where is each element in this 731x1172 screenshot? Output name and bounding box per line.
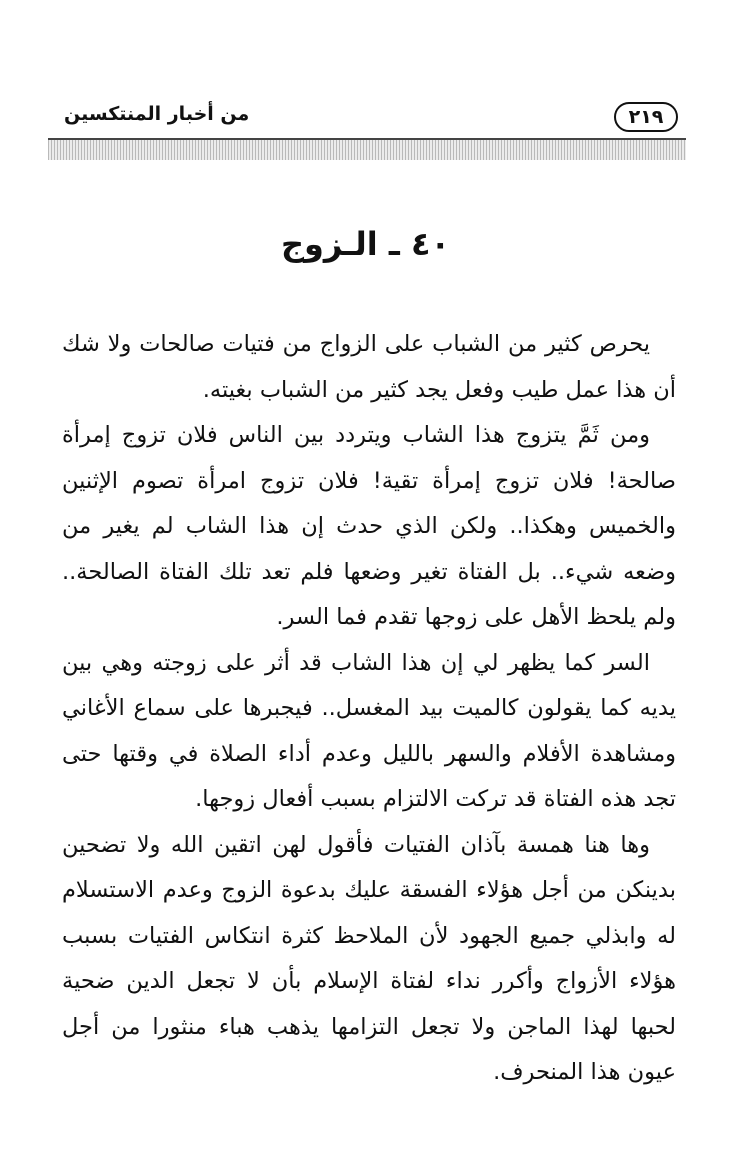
body-text <box>62 322 676 1096</box>
chapter-title: ٤٠ ـ الـزوج <box>280 225 451 263</box>
paragraph: وها هنا همسة بآذان الفتيات فأقول لهن اتقين الله ولا تضحين بدينكن من أجل هؤلاء الفسقة عليك بدعوة الزوج وعدم الاستسلام له وابذلي جميع الجهود لأن الملاحظ كثرة انتكاس الفتيات بسبب هؤلاء الأزواج وأكرر نداء لفتاة الإسلام بأن لا تجعل الدين ضحية لحبها لهذا الماجن ولا تجعل التزامها يذهب هباء منثورا من أجل عيون هذا المنحرف. <box>62 831 676 1085</box>
paragraph: يحرص كثير من الشباب على الزواج من فتيات صالحات ولا شك أن هذا عمل طيب وفعل يجد كثير من الشباب بغيته. <box>62 331 676 403</box>
header-divider <box>48 138 686 160</box>
paragraph: ومن ثَمَّ يتزوج هذا الشاب ويتردد بين الناس فلان تزوج إمرأة صالحة! فلان تزوج إمرأة تقية! فلان تزوج امرأة تصوم الإثنين والخميس وهكذا.. ولكن الذي حدث إن هذا الشاب لم يغير من وضعه شيء.. بل الفتاة تغير وضعها فلم تعد تلك الفتاة الصالحة.. ولم يلحظ الأهل على زوجها تقدم فما السر. <box>62 422 676 630</box>
page-header <box>40 96 690 136</box>
paragraph: السر كما يظهر لي إن هذا الشاب قد أثر على زوجته وهي بين يديه كما يقولون كالميت بيد المغسل.. فيجبرها على سماع الأغاني ومشاهدة الأفلام والسهر بالليل وعدم أداء الصلاة في وقتها حتى تجد هذه الفتاة قد تركت الالتزام بسبب أفعال زوجها. <box>62 649 676 812</box>
running-title: من أخبار المنتكسين <box>64 103 250 125</box>
page-number: ٢١٩ <box>614 102 678 132</box>
